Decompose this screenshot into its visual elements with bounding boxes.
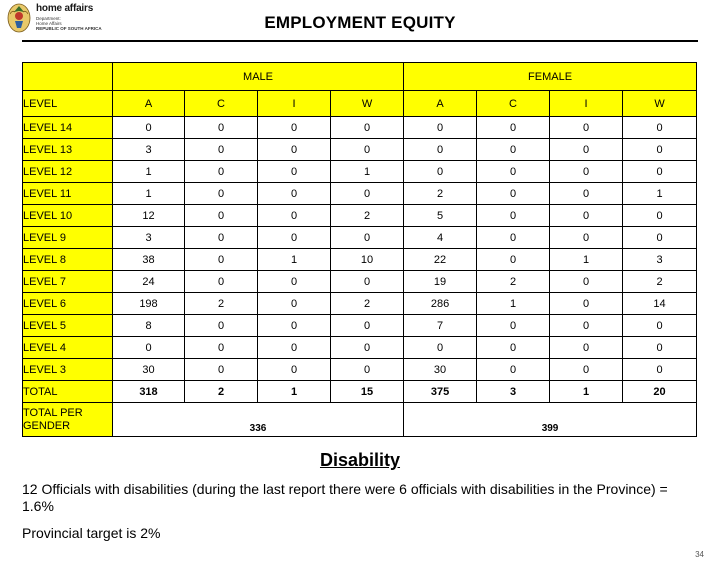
table-row <box>23 293 697 315</box>
female-value-cell: 0 <box>550 271 623 293</box>
level-label: LEVEL 12 <box>23 161 113 183</box>
female-value-cell: 0 <box>623 117 697 139</box>
male-value-cell: 0 <box>331 337 404 359</box>
male-value-cell: 0 <box>258 315 331 337</box>
female-value-cell: 2 <box>477 271 550 293</box>
male-value-cell: 0 <box>331 271 404 293</box>
male-value-cell: 30 <box>113 359 185 381</box>
male-value-cell: 0 <box>185 139 258 161</box>
brand-sub-line-2: Home Affairs <box>36 21 62 26</box>
female-value-cell: 0 <box>550 227 623 249</box>
female-value-cell: 1 <box>477 293 550 315</box>
male-value-cell: 8 <box>113 315 185 337</box>
male-value-cell: 0 <box>331 183 404 205</box>
title-divider <box>22 40 698 42</box>
female-value-cell: 0 <box>404 337 477 359</box>
male-value-cell: 0 <box>258 271 331 293</box>
male-value-cell: 1 <box>331 161 404 183</box>
level-label: LEVEL 10 <box>23 205 113 227</box>
female-value-cell: 0 <box>623 227 697 249</box>
male-value-cell: 0 <box>185 337 258 359</box>
male-total-cell: 318 <box>113 381 185 403</box>
level-label: LEVEL 3 <box>23 359 113 381</box>
male-col-header: A <box>113 91 185 117</box>
female-value-cell: 0 <box>477 337 550 359</box>
table-row <box>23 315 697 337</box>
female-value-cell: 0 <box>550 161 623 183</box>
male-col-header: W <box>331 91 404 117</box>
female-value-cell: 0 <box>550 359 623 381</box>
male-value-cell: 0 <box>258 161 331 183</box>
female-value-cell: 0 <box>550 337 623 359</box>
male-total-cell: 15 <box>331 381 404 403</box>
male-col-header: I <box>258 91 331 117</box>
level-label: LEVEL 5 <box>23 315 113 337</box>
level-label: LEVEL 11 <box>23 183 113 205</box>
male-value-cell: 3 <box>113 139 185 161</box>
female-value-cell: 0 <box>477 161 550 183</box>
male-value-cell: 0 <box>258 337 331 359</box>
table-row <box>23 271 697 293</box>
male-value-cell: 0 <box>113 117 185 139</box>
column-header-row <box>23 91 697 117</box>
male-value-cell: 0 <box>185 227 258 249</box>
female-value-cell: 0 <box>477 315 550 337</box>
male-value-cell: 3 <box>113 227 185 249</box>
male-value-cell: 0 <box>185 271 258 293</box>
male-value-cell: 0 <box>185 249 258 271</box>
female-value-cell: 0 <box>404 139 477 161</box>
female-value-cell: 0 <box>623 359 697 381</box>
male-value-cell: 0 <box>258 205 331 227</box>
female-value-cell: 5 <box>404 205 477 227</box>
female-value-cell: 0 <box>550 315 623 337</box>
female-value-cell: 0 <box>404 161 477 183</box>
group-header-row <box>23 63 697 91</box>
female-value-cell: 0 <box>623 161 697 183</box>
male-value-cell: 1 <box>113 183 185 205</box>
female-value-cell: 4 <box>404 227 477 249</box>
table-row <box>23 183 697 205</box>
male-value-cell: 0 <box>185 315 258 337</box>
male-value-cell: 0 <box>185 161 258 183</box>
female-value-cell: 19 <box>404 271 477 293</box>
female-value-cell: 286 <box>404 293 477 315</box>
female-value-cell: 0 <box>477 183 550 205</box>
female-value-cell: 30 <box>404 359 477 381</box>
female-value-cell: 22 <box>404 249 477 271</box>
table-row <box>23 117 697 139</box>
gender-total-label: TOTAL PER GENDER <box>23 403 113 437</box>
female-value-cell: 0 <box>550 293 623 315</box>
female-value-cell: 0 <box>550 139 623 161</box>
female-value-cell: 0 <box>477 205 550 227</box>
female-value-cell: 1 <box>550 249 623 271</box>
female-value-cell: 0 <box>404 117 477 139</box>
male-total-cell: 1 <box>258 381 331 403</box>
male-value-cell: 0 <box>185 359 258 381</box>
level-label: LEVEL 7 <box>23 271 113 293</box>
female-value-cell: 0 <box>477 139 550 161</box>
female-gender-total: 399 <box>404 403 697 437</box>
female-value-cell: 0 <box>623 205 697 227</box>
total-row <box>23 381 697 403</box>
female-col-header: C <box>477 91 550 117</box>
female-value-cell: 2 <box>404 183 477 205</box>
male-value-cell: 38 <box>113 249 185 271</box>
female-value-cell: 0 <box>623 315 697 337</box>
table-row <box>23 337 697 359</box>
female-value-cell: 0 <box>623 139 697 161</box>
brand-sub-line-1: Department: <box>36 16 61 21</box>
provincial-target: Provincial target is 2% <box>22 525 161 541</box>
female-value-cell: 3 <box>623 249 697 271</box>
female-total-cell: 375 <box>404 381 477 403</box>
female-value-cell: 7 <box>404 315 477 337</box>
female-value-cell: 0 <box>477 249 550 271</box>
male-value-cell: 0 <box>331 227 404 249</box>
brand-name: home affairs <box>36 3 94 14</box>
male-value-cell: 0 <box>258 117 331 139</box>
male-group-header: MALE <box>113 63 404 91</box>
male-value-cell: 0 <box>258 183 331 205</box>
female-col-header: A <box>404 91 477 117</box>
female-col-header: W <box>623 91 697 117</box>
male-value-cell: 198 <box>113 293 185 315</box>
male-gender-total: 336 <box>113 403 404 437</box>
female-value-cell: 0 <box>550 205 623 227</box>
level-label: LEVEL 6 <box>23 293 113 315</box>
male-value-cell: 0 <box>113 337 185 359</box>
male-total-cell: 2 <box>185 381 258 403</box>
table-row <box>23 249 697 271</box>
male-value-cell: 2 <box>331 205 404 227</box>
level-label: LEVEL 9 <box>23 227 113 249</box>
gender-total-row <box>23 403 697 437</box>
female-group-header: FEMALE <box>404 63 697 91</box>
level-label: LEVEL 4 <box>23 337 113 359</box>
brand-sub-line-3: REPUBLIC OF SOUTH AFRICA <box>36 26 102 31</box>
male-value-cell: 0 <box>331 315 404 337</box>
male-value-cell: 12 <box>113 205 185 227</box>
employment-equity-table <box>22 62 697 437</box>
male-value-cell: 1 <box>113 161 185 183</box>
male-value-cell: 1 <box>258 249 331 271</box>
female-value-cell: 1 <box>623 183 697 205</box>
page-number: 34 <box>695 550 704 559</box>
blank-header-cell <box>23 63 113 91</box>
male-value-cell: 0 <box>258 293 331 315</box>
female-total-cell: 20 <box>623 381 697 403</box>
female-value-cell: 0 <box>477 359 550 381</box>
level-label: LEVEL 8 <box>23 249 113 271</box>
male-value-cell: 0 <box>185 183 258 205</box>
male-value-cell: 24 <box>113 271 185 293</box>
total-label: TOTAL <box>23 381 113 403</box>
table-row <box>23 139 697 161</box>
male-value-cell: 0 <box>331 359 404 381</box>
male-value-cell: 0 <box>185 117 258 139</box>
female-value-cell: 14 <box>623 293 697 315</box>
male-value-cell: 0 <box>258 227 331 249</box>
female-value-cell: 0 <box>623 337 697 359</box>
disability-heading: Disability <box>319 450 401 470</box>
page-title: EMPLOYMENT EQUITY <box>264 13 456 32</box>
male-value-cell: 0 <box>331 139 404 161</box>
female-value-cell: 0 <box>550 117 623 139</box>
table-row <box>23 359 697 381</box>
male-value-cell: 0 <box>185 205 258 227</box>
female-value-cell: 2 <box>623 271 697 293</box>
male-value-cell: 2 <box>185 293 258 315</box>
male-value-cell: 0 <box>258 359 331 381</box>
male-col-header: C <box>185 91 258 117</box>
female-col-header: I <box>550 91 623 117</box>
level-label: LEVEL 13 <box>23 139 113 161</box>
male-value-cell: 0 <box>331 117 404 139</box>
female-total-cell: 3 <box>477 381 550 403</box>
male-value-cell: 0 <box>258 139 331 161</box>
female-value-cell: 0 <box>477 117 550 139</box>
female-value-cell: 0 <box>550 183 623 205</box>
table-row <box>23 227 697 249</box>
female-total-cell: 1 <box>550 381 623 403</box>
table-row <box>23 161 697 183</box>
table-row <box>23 205 697 227</box>
male-value-cell: 2 <box>331 293 404 315</box>
female-value-cell: 0 <box>477 227 550 249</box>
male-value-cell: 10 <box>331 249 404 271</box>
level-label: LEVEL 14 <box>23 117 113 139</box>
level-header: LEVEL <box>23 91 113 117</box>
disability-statement: 12 Officials with disabilities (during the last report there were 6 officials with disabilities in the Province) = 1.6% <box>22 481 668 514</box>
